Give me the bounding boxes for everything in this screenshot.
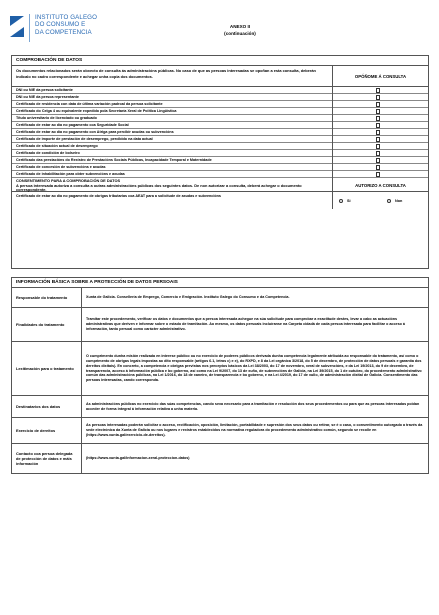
verification-item-label: Certificado de importe de prestación de desemprego, percibido na data actual	[16, 137, 153, 141]
verification-item-label: Certificado de concesión de subvencións e axudas	[16, 165, 106, 169]
institution-logo	[10, 14, 140, 44]
section-title: INFORMACIÓN BÁSICA SOBRE A PROTECCIÓN DE DATOS PERSOAIS	[12, 278, 428, 288]
info-row	[12, 444, 428, 473]
oppose-cell	[332, 129, 428, 136]
verification-item-label: Certificado do Celga 4 ou equivalente expedido pola Secretaría Xeral de Política Lingüística	[16, 109, 177, 113]
info-row-label: Destinatarios dos datos	[12, 396, 82, 417]
oppose-cell	[332, 136, 428, 143]
consent-options	[332, 192, 428, 209]
oppose-checkbox[interactable]	[376, 109, 380, 113]
oppose-cell	[332, 87, 428, 94]
info-row-label: Finalidades do tratamento	[12, 308, 82, 341]
oppose-cell	[332, 143, 428, 150]
oppose-cell	[332, 101, 428, 108]
verification-item-label: Certificado de estar ao día no pagamento con Atriga para percibir axudas ou subvencións	[16, 130, 174, 134]
consent-no-label: Non	[395, 198, 403, 203]
oppose-column-header: OPÓÑOME Á CONSULTA	[332, 66, 428, 87]
verification-item-row	[12, 101, 428, 108]
oppose-checkbox[interactable]	[376, 172, 380, 176]
oppose-checkbox[interactable]	[376, 165, 380, 169]
oppose-checkbox[interactable]	[376, 151, 380, 155]
oppose-checkbox[interactable]	[376, 116, 380, 120]
verification-item-row	[12, 157, 428, 164]
consent-yes-radio[interactable]	[339, 199, 343, 203]
info-row-text: (https://www.xunta.gal/informacion-xeral-proteccion-datos)	[86, 456, 190, 461]
info-row	[12, 418, 428, 444]
consent-intro	[16, 179, 326, 193]
oppose-checkbox[interactable]	[376, 95, 380, 99]
verification-item-row	[12, 122, 428, 129]
consent-header-row	[12, 178, 428, 192]
annex-title: ANEXO II	[229, 24, 251, 29]
oppose-cell	[332, 171, 428, 178]
oppose-cell	[332, 115, 428, 122]
info-row-label: Responsable do tratamento	[12, 288, 82, 307]
oppose-checkbox[interactable]	[376, 144, 380, 148]
verification-item-row	[12, 171, 428, 178]
verification-item-row	[12, 87, 428, 94]
oppose-checkbox[interactable]	[376, 137, 380, 141]
verification-item-label: DNI ou NIE da persoa representante	[16, 95, 79, 99]
info-row-text: Xunta de Galicia. Consellería de Emprego, Comercio e Emigración. Instituto Galego do Consumo e da Competencia.	[86, 295, 290, 300]
info-row-label: Exercicio de dereitos	[12, 418, 82, 443]
info-row-label: Contacto coa persoa delegada de protección de datos e máis información	[12, 444, 82, 473]
consent-item-label: Certificado de estar ao día no pagamento de obrigas tributarias coa AEAT para a solicitude de axudas e subvencións	[16, 194, 221, 198]
consent-yes-label: Si	[347, 198, 351, 203]
annex-subtitle: (continuación)	[224, 30, 256, 36]
consent-item-row	[12, 192, 428, 209]
annex-heading	[210, 24, 270, 37]
verification-item-row	[12, 115, 428, 122]
verification-item-row	[12, 136, 428, 143]
verification-item-label: Certificado das prestacións do Rexistro de Prestacións Sociais Públicas, Incapacidade Temporal e Maternidade	[16, 158, 212, 162]
oppose-checkbox[interactable]	[376, 123, 380, 127]
oppose-cell	[332, 164, 428, 171]
info-row	[12, 288, 428, 308]
org-line-1: INSTITUTO GALEGO	[35, 14, 97, 21]
info-row	[12, 308, 428, 342]
oppose-cell	[332, 94, 428, 101]
authorize-column-header: AUTORIZO A CONSULTA	[332, 178, 428, 192]
section-title: COMPROBACIÓN DE DATOS	[12, 56, 428, 66]
verification-item-row	[12, 129, 428, 136]
oppose-cell	[332, 108, 428, 115]
logo-text	[35, 14, 97, 36]
verification-item-row	[12, 143, 428, 150]
verification-item-label: Certificado de inhabilitación para obter subvencións e axudas	[16, 172, 125, 176]
info-row-text: As administracións públicas no exercicio das súas competencias, cando sexa necesario para a tramitación e resolución dos seus procedementos ou para que as persoas interesadas poidan acceder de forma integral á información relativa a unha materia.	[86, 401, 420, 411]
data-verification-section	[11, 55, 429, 269]
verification-intro-text: Os documentos relacionados serán obxecto de consulta ás administracións públicas. No caso de que as persoas interesadas se opoñan a esta consulta, deberán indicalo no cadro correspondente e achegar unha copia dos documentos.	[16, 68, 316, 79]
verification-item-label: Certificado de situación actual de desemprego	[16, 144, 98, 148]
consent-text: A persoa interesada autoriza a consulta a outras administracións públicas dos seguintes datos. De non autorizar a consulta, deberá achegar o documento correspondente.	[16, 182, 302, 193]
verification-item-row	[12, 150, 428, 157]
info-row	[12, 342, 428, 396]
info-row-text: O cumprimento dunha misión realizada en interese público ou no exercicio de poderes públicos derivada dunha competencia legalmente atribuída ao responsable do tratamento, así como o cumprimento de obrigas legais impostas ao dito responsable (artigos 6.1, letras c) e e), do RXPD, e 8 da Lei orgánica 3/2018, do 5 de decembro, de protección de datos persoais e garantía dos dereitos dixitais). En concreto, a competencia e obrigas previstas nos preceptos básicos da Lei 38/2003, do 17 de novembro, xeral de subvencións, e da Lei 19/2013, do 9 de decembro, de transparencia, acceso á información pública e bo goberno, así como na Lei 9/2007, do 13 de xuño, de subvencións de Galicia, na Lei 39/2015, do 1 de outubro, do procedemento administrativo común das administracións públicas, na Lei 1/2016, do 18 de xaneiro, de transparencia e bo goberno, e na Lei 4/2019, do 17 de xullo, de administración dixital de Galicia. Consentimento das persoas interesadas, cando corresponda.	[86, 353, 422, 383]
oppose-cell	[332, 122, 428, 129]
verification-intro-row	[12, 66, 428, 87]
verification-item-label: Certificado de estar ao día no pagamento coa Seguridade Social	[16, 123, 129, 127]
oppose-checkbox[interactable]	[376, 88, 380, 92]
oppose-checkbox[interactable]	[376, 130, 380, 134]
consent-no-radio[interactable]	[387, 199, 391, 203]
data-protection-section	[11, 277, 429, 474]
info-row-text: As persoas interesadas poderán solicitar o acceso, rectificación, oposición, limitación, portabilidade e supresión dos seus datos ou retirar, se é o caso, o consentimento outorgado a través da sede electrónica da Xunta de Galicia ou nos lugares e rexistros establecidos na normativa reguladora do procedemento administrativo común, segundo se recolle en (https://www.xunta.gal/exercicio-de-dereitos).	[86, 423, 423, 437]
page-header	[10, 14, 430, 48]
org-line-3: DA COMPETENCIA	[35, 28, 92, 36]
logo-emblem-icon	[10, 16, 25, 38]
verification-item-label: DNI ou NIE da persoa solicitante	[16, 88, 73, 92]
org-line-2: DO CONSUMO E	[35, 21, 86, 29]
oppose-cell	[332, 157, 428, 164]
info-row-label: Lexitimación para o tratamento	[12, 342, 82, 395]
verification-item-row	[12, 108, 428, 115]
oppose-checkbox[interactable]	[376, 102, 380, 106]
verification-item-row	[12, 94, 428, 101]
verification-item-label: Título universitario de licenciado ou graduado	[16, 116, 97, 120]
verification-item-label: Certificado de residencia con data de última variación padroal da persoa solicitante	[16, 102, 163, 106]
verification-items	[12, 87, 428, 178]
info-row-text: Tramitar este procedemento, verificar os datos e documentos que a persoa interesada achegue na súa solicitude para comprobar a exactitude destes, levar a cabo as actuacións administrativas que deriven e informar sobre o estado de tramitación. Ao mesmo, os datos persoais incluíranse na Carpeta cidadá de cada persoa interesada para facilitar o acceso á información, tanto persoal como carácter administrativo.	[86, 317, 405, 331]
verification-item-row	[12, 164, 428, 171]
info-row	[12, 396, 428, 418]
consent-title: CONSENTIMENTO PARA A COMPROBACIÓN DE DATOS	[16, 178, 121, 183]
oppose-cell	[332, 150, 428, 157]
oppose-checkbox[interactable]	[376, 158, 380, 162]
verification-item-label: Certificado de condición de bolseiro	[16, 151, 80, 155]
